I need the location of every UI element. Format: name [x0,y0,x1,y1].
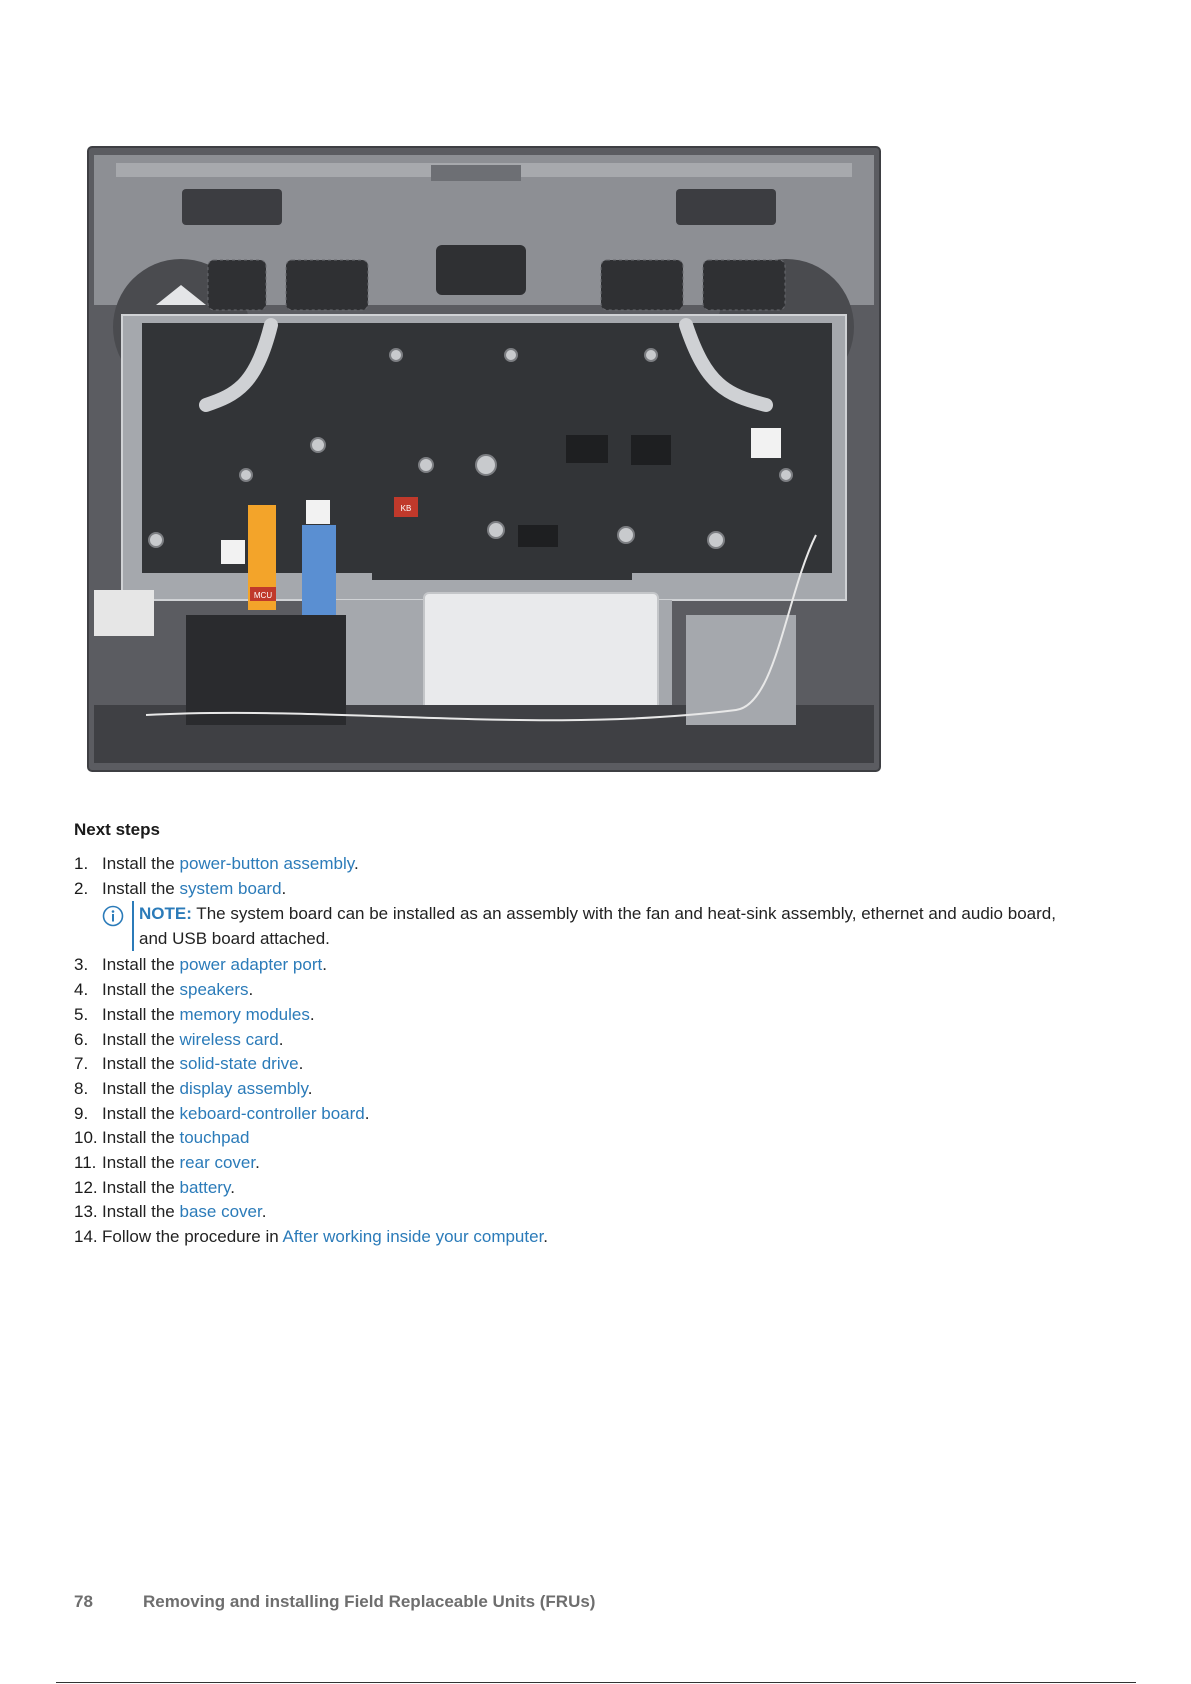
power-adapter-port-link[interactable]: power adapter port [179,955,323,975]
display-assembly-link[interactable]: display assembly [179,1078,308,1098]
keyboard-controller-board-link[interactable]: keboard-controller board [179,1103,365,1123]
note-block [102,901,1084,951]
list-item: 1. Install the power-button assembly. [74,854,359,873]
speakers-link[interactable]: speakers [179,980,249,1000]
list-item: 10. Install the touchpad [74,1128,250,1148]
power-button-assembly-link[interactable]: power-button assembly [179,854,354,873]
palmrest-keyboard-assembly-image [86,145,882,773]
system-board-link[interactable]: system board [179,878,282,898]
list-item: 3. Install the power adapter port. [74,955,327,975]
list-item: 5. Install the memory modules. [74,1004,315,1024]
note-text: NOTE: The system board can be installed as an assembly with the fan and heat-sink assembly, ethernet and audio board, and USB board attached. [132,901,1069,951]
kb-connector-label: KB [400,504,412,513]
list-item: 9. Install the keboard-controller board. [74,1103,370,1123]
next-steps-list [74,852,1084,1250]
page-footer [74,1592,595,1612]
mcu-connector-label: MCU [253,591,273,600]
rear-cover-link[interactable]: rear cover [179,1153,256,1173]
list-item: 12. Install the battery. [74,1177,235,1197]
list-item: 7. Install the solid-state drive. [74,1054,304,1074]
note-label: NOTE: [139,904,192,924]
memory-modules-link[interactable]: memory modules [179,1004,310,1024]
footer-rule [56,1682,1136,1683]
list-item: 8. Install the display assembly. [74,1078,313,1098]
info-icon [102,901,132,951]
battery-link[interactable]: battery [179,1177,231,1197]
section-title: Removing and installing Field Replaceable Units (FRUs) [143,1592,596,1611]
after-working-inside-link[interactable]: After working inside your computer [282,1227,544,1247]
list-item: 11. Install the rear cover. [74,1153,260,1173]
list-item: 6. Install the wireless card. [74,1029,284,1049]
list-item: 13. Install the base cover. [74,1202,267,1222]
base-cover-link[interactable]: base cover [179,1202,262,1222]
wireless-card-link[interactable]: wireless card [179,1029,279,1049]
list-item: 14. Follow the procedure in After working inside your computer. [74,1227,549,1247]
solid-state-drive-link[interactable]: solid-state drive [179,1054,299,1074]
next-steps-heading: Next steps [74,820,160,839]
list-item: 2. Install the system board. [74,878,287,898]
page-number: 78 [74,1592,93,1611]
touchpad-link[interactable]: touchpad [179,1128,250,1148]
list-item: 4. Install the speakers. [74,980,254,1000]
